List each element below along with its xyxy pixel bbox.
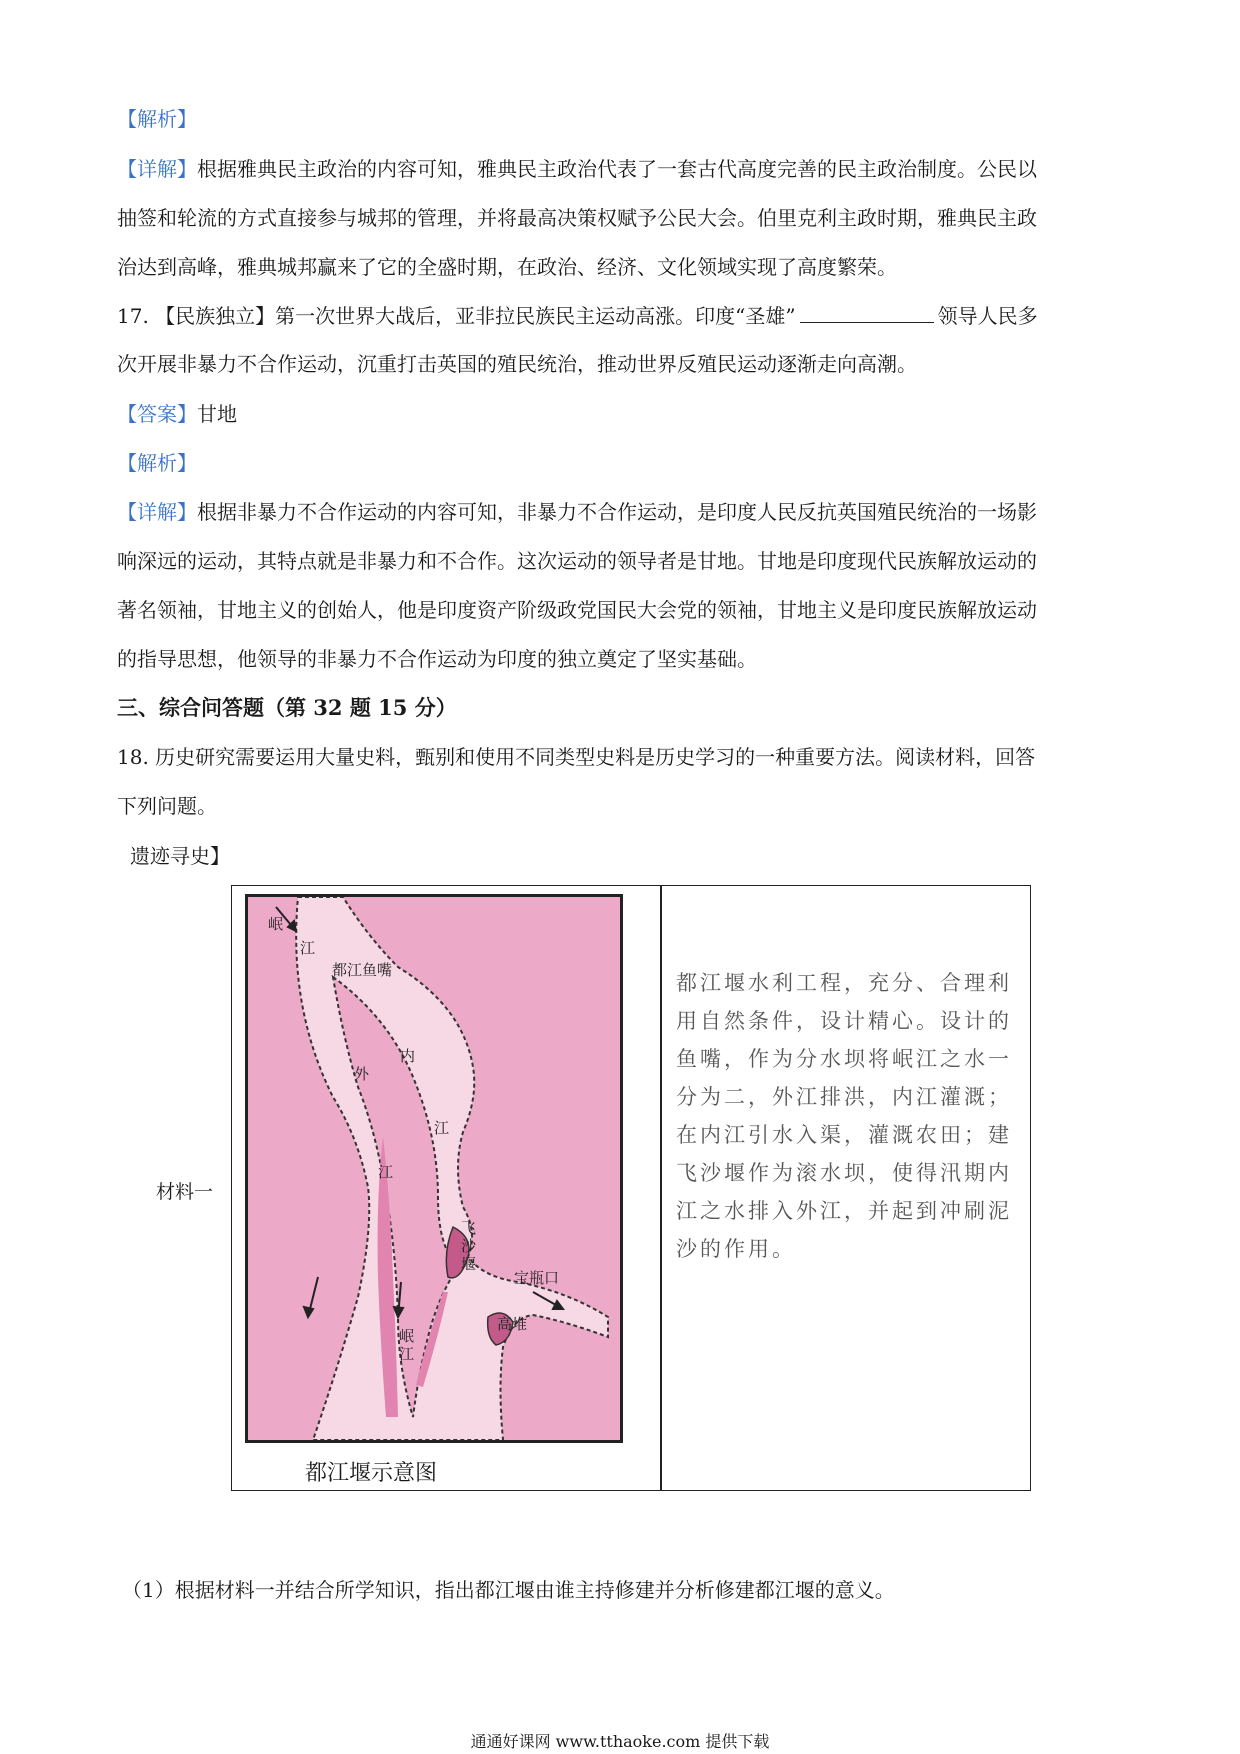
desc-line: 都江堰水利工程，充分、合理利 xyxy=(676,971,1012,995)
detail-line-16-2: 抽签和轮流的方式直接参与城邦的管理，并将最高决策权赋予公民大会。伯里克利主政时期，雅典民主政 xyxy=(117,206,1037,230)
q17-prefix: 17. 【民族独立】第一次世界大战后，亚非拉民族民主运动高涨。印度“圣雄” xyxy=(117,304,796,328)
dujiangyan-map xyxy=(245,894,623,1443)
material-label: 材料一 xyxy=(156,1181,214,1203)
label-min-bottom: 岷江 xyxy=(399,1327,415,1363)
material-subtitle: 遗迹寻史】 xyxy=(130,844,230,868)
material-description xyxy=(676,964,1022,1268)
question-18-line-1: 18. 历史研究需要运用大量史料，甄别和使用不同类型史料是历史学习的一种重要方法。阅读材料，回答 xyxy=(117,745,1036,769)
analysis-tag-17: 【解析】 xyxy=(117,451,197,475)
desc-line: 鱼嘴，作为分水坝将岷江之水一 xyxy=(676,1047,1012,1071)
detail-tag-16: 【详解】 xyxy=(117,157,197,181)
material-table xyxy=(231,885,1031,1491)
answer-blank xyxy=(800,304,934,323)
map-caption: 都江堰示意图 xyxy=(305,1461,438,1486)
label-feishayan: 飞沙堰 xyxy=(461,1219,477,1273)
detail-line-17-2: 响深远的运动，其特点就是非暴力和不合作。这次运动的领导者是甘地。甘地是印度现代民族解放运动的 xyxy=(117,549,1037,573)
analysis-tag-16: 【解析】 xyxy=(117,107,197,131)
desc-line: 分为二，外江排洪，内江灌溉； xyxy=(676,1085,1012,1109)
label-nei-jiang: 江 xyxy=(434,1119,450,1137)
question-18-line-2: 下列问题。 xyxy=(117,794,217,818)
table-divider xyxy=(660,886,662,1490)
desc-line: 用自然条件，设计精心。设计的 xyxy=(676,1009,1012,1033)
detail-line-16-1 xyxy=(117,155,1037,183)
label-yuzui: 都江鱼嘴 xyxy=(332,961,393,979)
answer-tag: 【答案】 xyxy=(117,402,197,426)
desc-line: 江之水排入外江，并起到冲刷泥 xyxy=(676,1199,1012,1223)
page-footer: 通通好课网 www.tthaoke.com 提供下载 xyxy=(470,1732,770,1751)
desc-line: 在内江引水入渠，灌溉农田；建 xyxy=(676,1123,1012,1147)
question-18-1: （1）根据材料一并结合所学知识，指出都江堰由谁主持修建并分析修建都江堰的意义。 xyxy=(122,1578,895,1602)
answer-line-17 xyxy=(117,400,237,428)
label-min-top-2: 江 xyxy=(300,939,316,957)
detail-line-17-1 xyxy=(117,498,1037,526)
label-gaodui: 高堆 xyxy=(497,1315,528,1333)
label-min-top-1: 岷 xyxy=(268,915,284,933)
desc-line: 沙的作用。 xyxy=(676,1237,796,1261)
detail-line-17-4: 的指导思想，他领导的非暴力不合作运动为印度的独立奠定了坚实基础。 xyxy=(117,647,757,671)
answer-text: 甘地 xyxy=(197,402,237,426)
map-drawing xyxy=(248,897,620,1440)
detail-line-17-3: 著名领袖，甘地主义的创始人，他是印度资产阶级政党国民大会党的领袖，甘地主义是印度民族解放运动 xyxy=(117,598,1037,622)
q17-suffix: 领导人民多 xyxy=(937,304,1038,328)
section-heading: 三、综合问答题（第 32 题 15 分） xyxy=(117,695,457,720)
detail-line-16-3: 治达到高峰，雅典城邦赢来了它的全盛时期，在政治、经济、文化领域实现了高度繁荣。 xyxy=(117,255,897,279)
detail-tag-17: 【详解】 xyxy=(117,500,197,524)
label-wai: 外 xyxy=(354,1065,370,1083)
label-nei: 内 xyxy=(400,1047,416,1065)
question-17-line-1 xyxy=(117,302,1038,330)
label-wai-jiang: 江 xyxy=(378,1163,394,1181)
label-baopingkou: 宝瓶口 xyxy=(514,1269,560,1287)
desc-line: 飞沙堰作为滚水坝，使得汛期内 xyxy=(676,1161,1012,1185)
detail-text: 根据非暴力不合作运动的内容可知，非暴力不合作运动，是印度人民反抗英国殖民统治的一场影 xyxy=(197,500,1037,524)
question-17-line-2: 次开展非暴力不合作运动，沉重打击英国的殖民统治，推动世界反殖民运动逐渐走向高潮。 xyxy=(117,352,917,376)
detail-text: 根据雅典民主政治的内容可知，雅典民主政治代表了一套古代高度完善的民主政治制度。公民以 xyxy=(197,157,1037,181)
